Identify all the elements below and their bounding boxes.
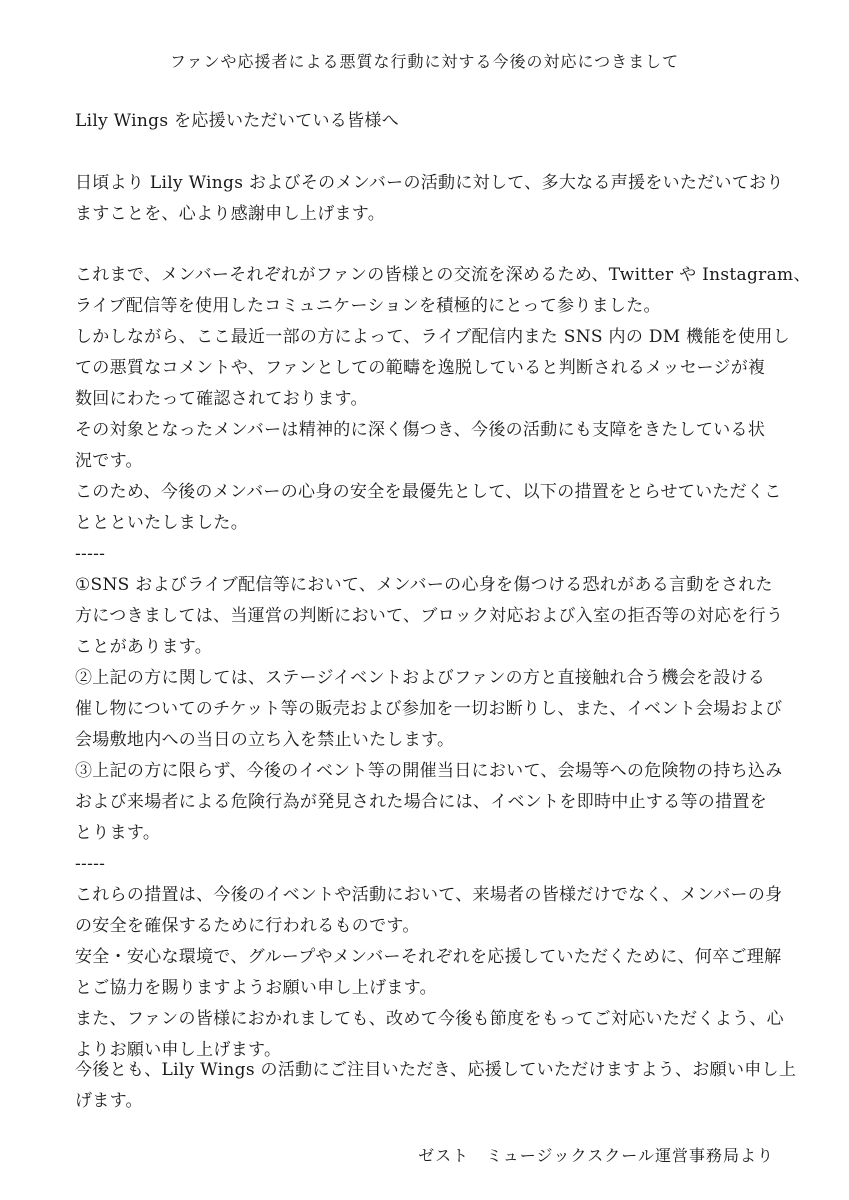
paragraph-line: 況です。	[75, 451, 143, 471]
closing-line: また、ファンの皆様におかれましても、改めて今後も節度をもってご対応いただくよう、心	[75, 1009, 784, 1029]
measure-line: ②上記の方に関しては、ステージイベントおよびファンの方と直接触れ合う機会を設ける	[75, 668, 766, 688]
paragraph-line: 日頃より Lily Wings およびそのメンバーの活動に対して、多大なる声援をいただいており	[75, 173, 784, 193]
paragraph-line: しかしながら、ここ最近一部の方によって、ライブ配信内また SNS 内の DM 機能を使用し	[75, 327, 790, 347]
signature: ゼスト ミュージックスクール運営事務局より	[418, 1146, 774, 1165]
paragraph-line: このため、今後のメンバーの心身の安全を最優先として、以下の措置をとらせていただくこ	[75, 482, 782, 502]
paragraph-line: 今後とも、Lily Wings の活動にご注目いただき、応援していただけますよう、お願い申し上	[75, 1060, 797, 1080]
measure-line: ①SNS およびライブ配信等において、メンバーの心身を傷つける恐れがある言動をされた	[75, 575, 773, 595]
measure-line: とります。	[75, 823, 161, 843]
measure-line: および来場者による危険行為が発見された場合には、イベントを即時中止する等の措置を	[75, 792, 767, 812]
paragraph-line: ての悪質なコメントや、ファンとしての範疇を逸脱していると判断されるメッセージが複	[75, 358, 766, 378]
closing-line: よりお願い申し上げます。	[75, 1040, 282, 1060]
closing-line: これらの措置は、今後のイベントや活動において、来場者の皆様だけでなく、メンバーの身	[75, 885, 783, 905]
measure-line: 方につきましては、当運営の判断において、ブロック対応および入室の拒否等の対応を行う	[75, 606, 784, 626]
section-divider: -----	[75, 854, 106, 874]
background-paragraph	[75, 260, 811, 1066]
paragraph-line: 数回にわたって確認されております。	[75, 389, 368, 409]
measure-line: 催し物についてのチケット等の販売および参加を一切お断りし、また、イベント会場および	[75, 699, 783, 719]
paragraph-line: その対象となったメンバーは精神的に深く傷つき、今後の活動にも支障をきたしている状	[75, 420, 766, 440]
greeting-line: Lily Wings を応援いただいている皆様へ	[75, 111, 399, 131]
paragraph-line: ますことを、心より感謝申し上げます。	[75, 204, 386, 224]
intro-paragraph	[75, 168, 784, 230]
paragraph-line: げます。	[75, 1091, 143, 1111]
paragraph-line: ととといたしました。	[75, 513, 248, 533]
measure-line: 会場敷地内への当日の立ち入を禁止いたします。	[75, 730, 455, 750]
closing-line: の安全を確保するために行われるものです。	[75, 916, 420, 936]
measure-line: ことがあります。	[75, 637, 213, 657]
document-title: ファンや応援者による悪質な行動に対する今後の対応につきまして	[169, 52, 680, 71]
measure-line: ③上記の方に限らず、今後のイベント等の開催当日において、会場等への危険物の持ち込み	[75, 761, 783, 781]
paragraph-line: これまで、メンバーそれぞれがファンの皆様との交流を深めるため、Twitter や Instagram、	[75, 265, 811, 285]
section-divider: -----	[75, 544, 106, 564]
closing-line: とご協力を賜りますようお願い申し上げます。	[75, 978, 437, 998]
closing-line: 安全・安心な環境で、グループやメンバーそれぞれを応援していただくために、何卒ご理解	[75, 947, 782, 967]
greeting	[75, 106, 775, 137]
paragraph-line: ライブ配信等を使用したコミュニケーションを積極的にとって参りました。	[75, 296, 661, 316]
final-paragraph	[75, 1055, 797, 1117]
